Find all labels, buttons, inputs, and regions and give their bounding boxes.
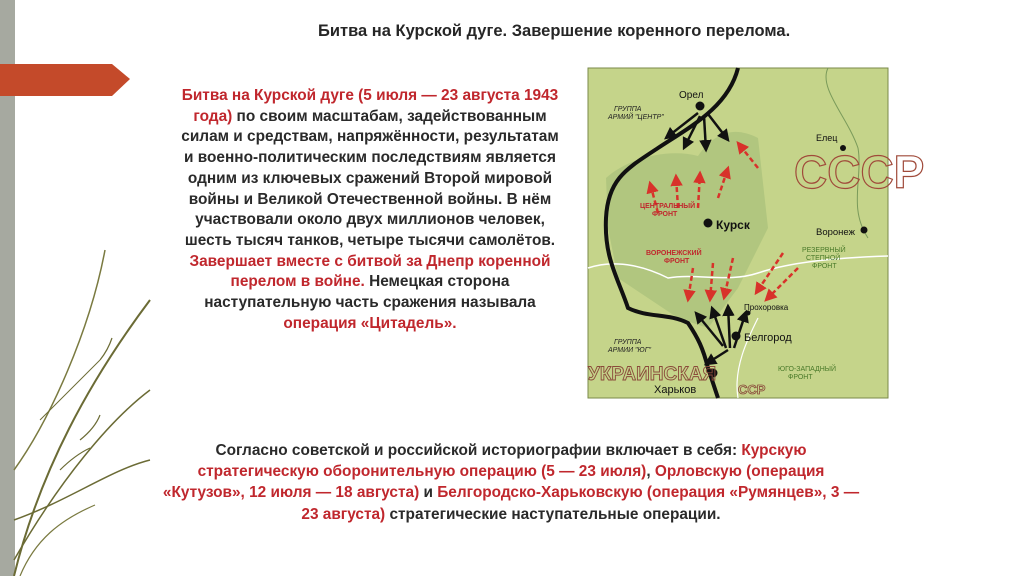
- group-center-label-1: ГРУППА: [614, 106, 642, 113]
- southwest-front-label-2: ФРОНТ: [788, 374, 813, 381]
- steppe-front-label-2: СТЕПНОЙ: [806, 255, 841, 262]
- voronezh-front-label-1: ВОРОНЕЖСКИЙ: [646, 250, 702, 257]
- historiography-paragraph: [160, 440, 862, 525]
- central-front-label-1: ЦЕНТРАЛЬНЫЙ: [640, 203, 696, 210]
- group-south-label-1: ГРУППА: [614, 339, 642, 346]
- main-paragraph: [180, 86, 560, 334]
- city-voronezh: Воронеж: [816, 227, 855, 238]
- city-orel: Орел: [679, 90, 704, 101]
- historiography-intro-text: Согласно советской и российской историографии включает в себя:: [215, 442, 742, 459]
- ukr-ssr-suffix-label: ССР: [738, 382, 766, 397]
- central-front-label-2: ФРОНТ: [652, 211, 678, 218]
- comma-separator: ,: [646, 463, 655, 481]
- orel-op-text: Орловскую (операция «Кутузов», 12 июля — 18 августа): [162, 463, 825, 502]
- ukr-ssr-label: УКРАИНСКАЯ: [588, 364, 717, 385]
- city-elets: Елец: [816, 133, 838, 143]
- group-south-label-2: АРМИИ "ЮГ": [608, 347, 651, 354]
- german-name-intro-text: Немецкая сторона наступательную часть сражения называла: [204, 273, 536, 312]
- battle-description-text: по своим масштабам, задействованным силам и средствам, напряжённости, результатам и военно-политическим последствиям является одним из ключевых сражений Второй мировой войны и Великой Отечественной войны. В нём участвовали около двух миллионов человек, шесть тысяч танков, четыре тысячи самолётов.: [181, 107, 559, 249]
- kursk-map: [588, 68, 925, 398]
- kursk-defensive-op-text: Курскую стратегическую оборонительную операцию (5 — 23 июля): [197, 442, 807, 481]
- voronezh-front-label-2: ФРОНТ: [664, 258, 690, 265]
- red-arrow-icon: [0, 0, 140, 140]
- battle-dates-text: Битва на Курской дуге (5 июля — 23 августа 1943 года): [181, 87, 559, 125]
- historiography-end-text: стратегические наступательные операции.: [385, 505, 721, 523]
- slide-title: Битва на Курской дуге. Завершение коренного перелома.: [318, 22, 791, 40]
- southwest-front-label-1: ЮГО-ЗАПАДНЫЙ: [778, 366, 837, 373]
- ussr-label: СССР: [794, 146, 925, 198]
- city-belgorod: Белгород: [744, 332, 792, 344]
- city-prokhorovka: Прохоровка: [744, 303, 789, 312]
- city-kursk: Курск: [716, 218, 750, 232]
- steppe-front-label-1: РЕЗЕРВНЫЙ: [802, 247, 846, 254]
- group-center-label-2: АРМИЙ "ЦЕНТР": [608, 114, 664, 121]
- turning-point-text: Завершает вместе с битвой за Днепр коренной перелом в войне.: [189, 252, 551, 291]
- and-separator: и: [419, 484, 438, 502]
- city-kharkov: Харьков: [654, 384, 697, 396]
- belgorod-kharkov-op-text: Белгородско-Харьковскую (операция «Румянцев», 3 — 23 августа): [301, 484, 860, 523]
- steppe-front-label-3: ФРОНТ: [812, 263, 837, 270]
- citadel-text: операция «Цитадель».: [283, 314, 457, 332]
